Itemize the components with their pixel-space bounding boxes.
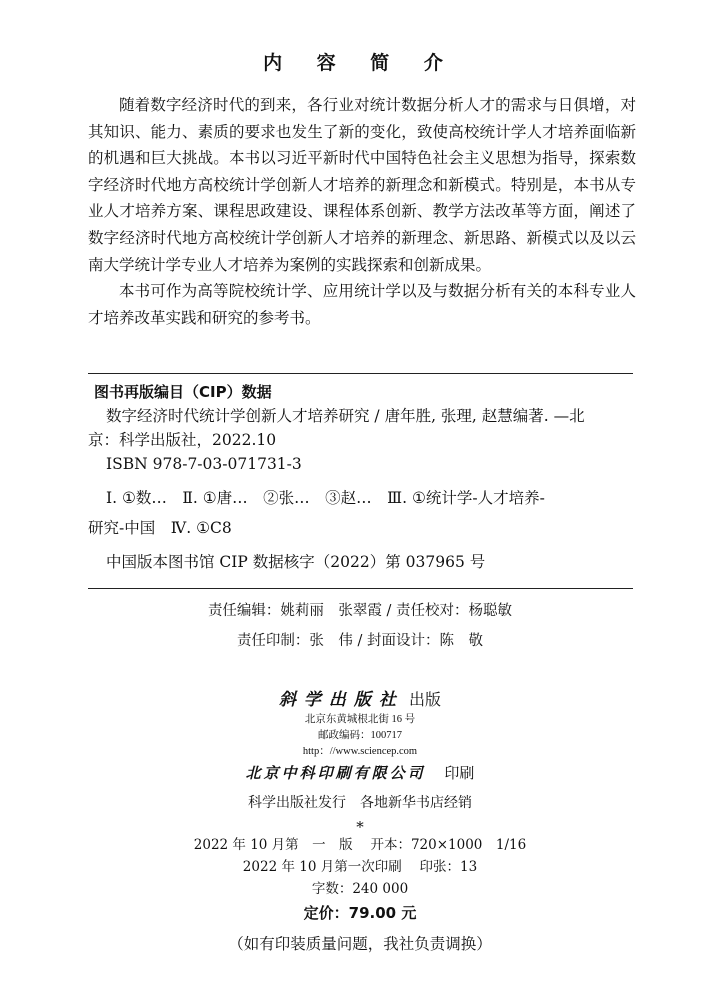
printer-line [0,762,720,783]
content-summary [88,92,636,331]
distribution: 科学出版社发行 各地新华书店经销 [248,795,472,811]
publisher-address: 北京东黄城根北街 16 号 [304,714,416,725]
publisher-info [0,712,720,760]
page-title: 内 容 简 介 [263,52,457,74]
publisher-suffix: 出版 [409,690,442,709]
separator-star: * [356,818,364,836]
credits-editors: 责任编辑：姚莉丽 张翠霞 / 责任校对：杨聪敏 [207,603,513,619]
edition-row: 2022 年 10 月第 一 版 开本：720×1000 1/16 [193,837,527,853]
publisher-name: 斜学出版社 [278,690,404,710]
edition-info [0,834,720,900]
edition-row: 字数：240 000 [311,881,409,897]
summary-paragraph: 随着数字经济时代的到来，各行业对统计数据分析人才的需求与日俱增，对其知识、能力、素质的要求也发生了新的变化，致使高校统计学人才培养面临新的机遇和巨大挑战。本书以习近平新时代中国特色社会主义思想为指导，探索数字经济时代地方高校统计学创新人才培养的新理念和新模式。特别是，本书从专业人才培养方案、课程思政建设、课程体系创新、教学方法改革等方面，阐述了数字经济时代地方高校统计学创新人才培养的新理念、新思路、新模式以及以云南大学统计学专业人才培养为案例的实践探索和创新成果。 [88,96,636,274]
publisher-line [0,685,720,710]
printer-name: 北京中科印刷有限公司 [245,764,426,782]
publisher-postcode: 邮政编码：100717 [318,730,402,741]
cip-title-line: 京：科学出版社，2022.10 [88,431,277,449]
edition-row: 2022 年 10 月第一次印刷 印张：13 [242,859,478,875]
cip-classification: Ⅰ. ①数… Ⅱ. ①唐… ②张… ③赵… Ⅲ. ①统计学-人才培养- [106,489,545,507]
cip-title-line: 数字经济时代统计学创新人才培养研究 / 唐年胜, 张理, 赵慧编著. —北 [106,407,585,425]
summary-paragraph: 本书可作为高等院校统计学、应用统计学以及与数据分析有关的本科专业人才培养改革实践和研究的参考书。 [88,282,636,327]
credits [0,596,720,656]
cip-heading: 图书再版编目（CIP）数据 [94,383,272,401]
cip-classification: 研究-中国 Ⅳ. ①C8 [88,519,232,537]
credits-printing: 责任印制：张 伟 / 封面设计：陈 敬 [236,633,484,649]
divider-top [88,373,633,374]
divider-bottom [88,588,633,589]
cip-record-number: 中国版本图书馆 CIP 数据核字（2022）第 037965 号 [106,553,486,571]
cip-isbn: ISBN 978-7-03-071731-3 [106,455,302,473]
quality-notice: （如有印装质量问题，我社负责调换） [228,935,492,953]
printer-suffix: 印刷 [444,764,475,782]
publisher-url: http：//www.sciencep.com [302,746,418,757]
price: 定价：79.00 元 [303,904,417,922]
cip-block [88,380,636,574]
